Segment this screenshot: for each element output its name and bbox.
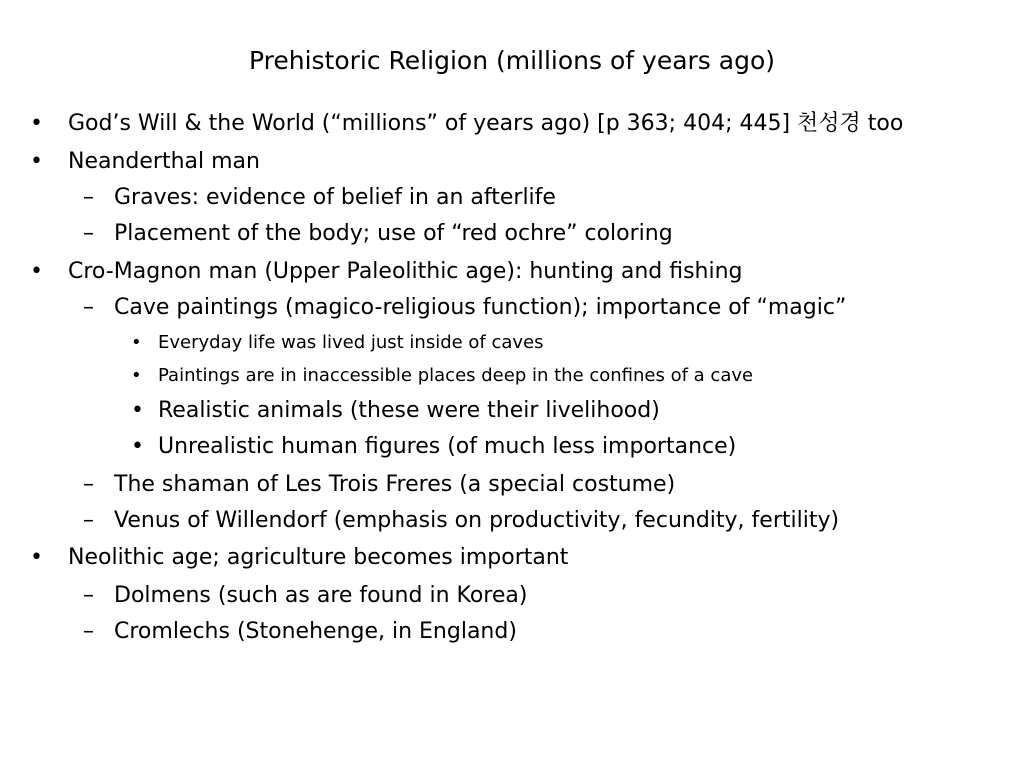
- sub-sub-item: Unrealistic human figures (of much less importance): [158, 434, 737, 459]
- bullet-marker: •: [30, 545, 43, 570]
- sub-item: Cave paintings (magico-religious function); importance of “magic”: [114, 295, 847, 320]
- dash-marker: –: [83, 185, 94, 210]
- dash-marker: –: [83, 583, 94, 608]
- bullet-marker: •: [131, 365, 142, 386]
- sub-sub-item: Everyday life was lived just inside of caves: [158, 332, 544, 353]
- slide-title: Prehistoric Religion (millions of years ago): [248, 46, 776, 75]
- bullet-item: Neanderthal man: [68, 149, 260, 174]
- bullet-item: Cro-Magnon man (Upper Paleolithic age): hunting and fishing: [68, 259, 743, 284]
- bullet-item: Neolithic age; agriculture becomes important: [68, 545, 569, 570]
- sub-sub-item: Realistic animals (these were their livelihood): [158, 398, 660, 423]
- dash-marker: –: [83, 508, 94, 533]
- sub-item: Graves: evidence of belief in an afterlife: [114, 185, 556, 210]
- dash-marker: –: [83, 472, 94, 497]
- bullet-marker: •: [30, 259, 43, 284]
- dash-marker: –: [83, 619, 94, 644]
- bullet-marker: •: [131, 332, 142, 353]
- sub-sub-item: Paintings are in inaccessible places deep in the confines of a cave: [158, 365, 754, 386]
- bullet-marker: •: [131, 434, 144, 459]
- sub-item: Cromlechs (Stonehenge, in England): [114, 619, 517, 644]
- sub-item: Venus of Willendorf (emphasis on productivity, fecundity, fertility): [114, 508, 840, 533]
- bullet-marker: •: [30, 149, 43, 174]
- bullet-item: God’s Will & the World (“millions” of years ago) [p 363; 404; 445] 천성경 too: [68, 111, 904, 136]
- sub-item: The shaman of Les Trois Freres (a special costume): [114, 472, 676, 497]
- bullet-marker: •: [30, 111, 43, 136]
- bullet-marker: •: [131, 398, 144, 423]
- dash-marker: –: [83, 295, 94, 320]
- sub-item: Dolmens (such as are found in Korea): [114, 583, 528, 608]
- sub-item: Placement of the body; use of “red ochre” coloring: [114, 221, 673, 246]
- dash-marker: –: [83, 221, 94, 246]
